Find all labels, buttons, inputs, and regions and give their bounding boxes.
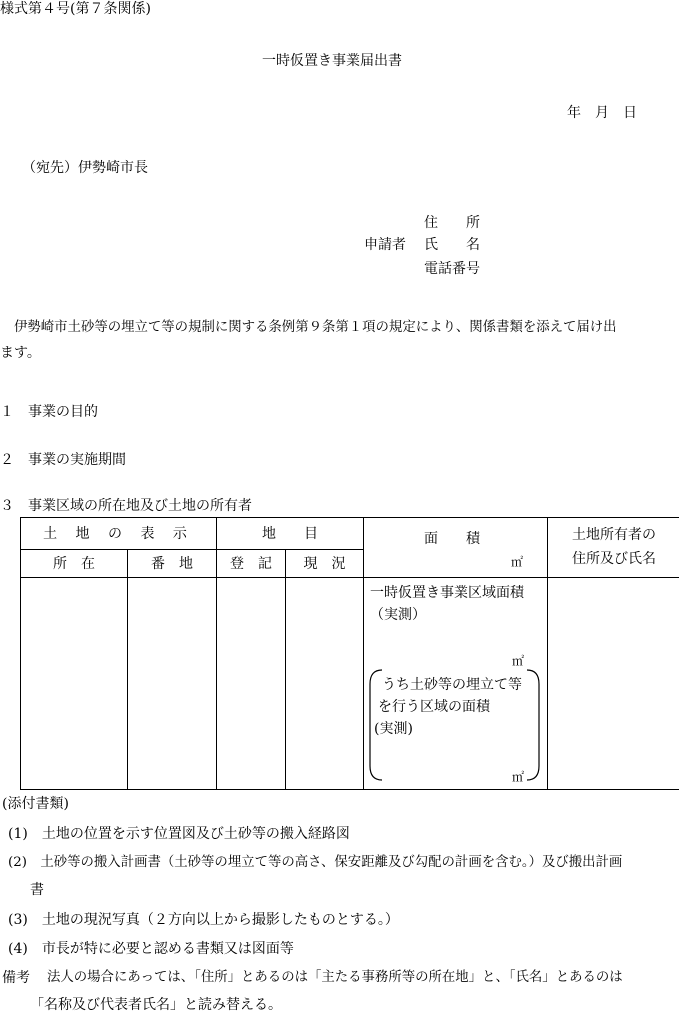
cell-lot[interactable] (128, 578, 217, 790)
form-title: 一時仮置き事業届出書 (262, 53, 402, 69)
body-text-line1: 伊勢崎市土砂等の埋立て等の規制に関する条例第９条第１項の規定により、関係書類を添えて届け出 (14, 320, 617, 335)
item-period: ２ 事業の実施期間 (0, 452, 126, 468)
header-area-unit: ㎡ (511, 555, 524, 569)
cell-area[interactable] (364, 578, 548, 790)
area-sub-label-line2: を行う区域の面積 (378, 699, 490, 715)
applicant-phone-label: 電話番号 (424, 261, 480, 277)
addressee: （宛先）伊勢崎市長 (22, 160, 148, 176)
remarks-line2: 「名称及び代表者氏名」と読み替える。 (30, 997, 282, 1013)
attachment-item-3: (3) 土地の現況写真（２方向以上から撮影したものとする。） (8, 912, 399, 928)
header-registered: 登 記 (217, 550, 286, 578)
item-location-owner: ３ 事業区域の所在地及び土地の所有者 (0, 498, 252, 514)
header-current: 現 況 (286, 550, 364, 578)
remarks-line1: 法人の場合にあっては、「住所」とあるのは「主たる事務所等の所在地」と、「氏名」とあるのは (47, 970, 623, 985)
cell-owner[interactable] (548, 578, 679, 790)
land-table (20, 517, 679, 790)
date-field: 年 月 日 (567, 105, 637, 121)
area-sub-unit: ㎡ (512, 770, 525, 784)
attachment-item-2-cont: 書 (30, 882, 44, 898)
area-total-note: （実測） (370, 607, 426, 623)
item-purpose: １ 事業の目的 (0, 404, 98, 420)
area-sub-note: (実測) (374, 721, 413, 737)
attachments-heading: (添付書類) (2, 796, 69, 812)
cell-location[interactable] (21, 578, 128, 790)
applicant-group-label: 申請者 (364, 237, 406, 253)
cell-current[interactable] (286, 578, 364, 790)
header-chimoku: 地 目 (217, 518, 364, 550)
header-owner-line1: 土地所有者の (572, 527, 656, 544)
header-area (364, 518, 548, 578)
header-area-label: 面 積 (424, 531, 480, 547)
header-owner (548, 518, 679, 578)
body-text-line2: ます。 (0, 345, 41, 361)
remarks-label: 備考 (2, 970, 30, 986)
header-lot: 番 地 (128, 550, 217, 578)
attachment-item-4: (4) 市長が特に必要と認める書類又は図面等 (8, 941, 294, 957)
applicant-name-label: 氏 名 (424, 237, 480, 253)
attachment-item-2: (2) 土砂等の搬入計画書（土砂等の埋立て等の高さ、保安距離及び勾配の計画を含む。）及び搬出計画 (8, 855, 623, 870)
area-total-unit: ㎡ (512, 654, 525, 668)
cell-registered[interactable] (217, 578, 286, 790)
area-total-label: 一時仮置き事業区域面積 (370, 585, 524, 601)
applicant-address-label: 住 所 (424, 215, 480, 231)
header-owner-line2: 住所及び氏名 (572, 550, 656, 567)
header-land-display: 土 地 の 表 示 (21, 518, 217, 550)
attachment-item-1: (1) 土地の位置を示す位置図及び土砂等の搬入経路図 (8, 826, 350, 842)
form-style-number: 様式第４号(第７条関係) (0, 1, 151, 17)
area-sub-label-line1: うち土砂等の埋立て等 (382, 677, 522, 693)
header-location: 所 在 (21, 550, 128, 578)
